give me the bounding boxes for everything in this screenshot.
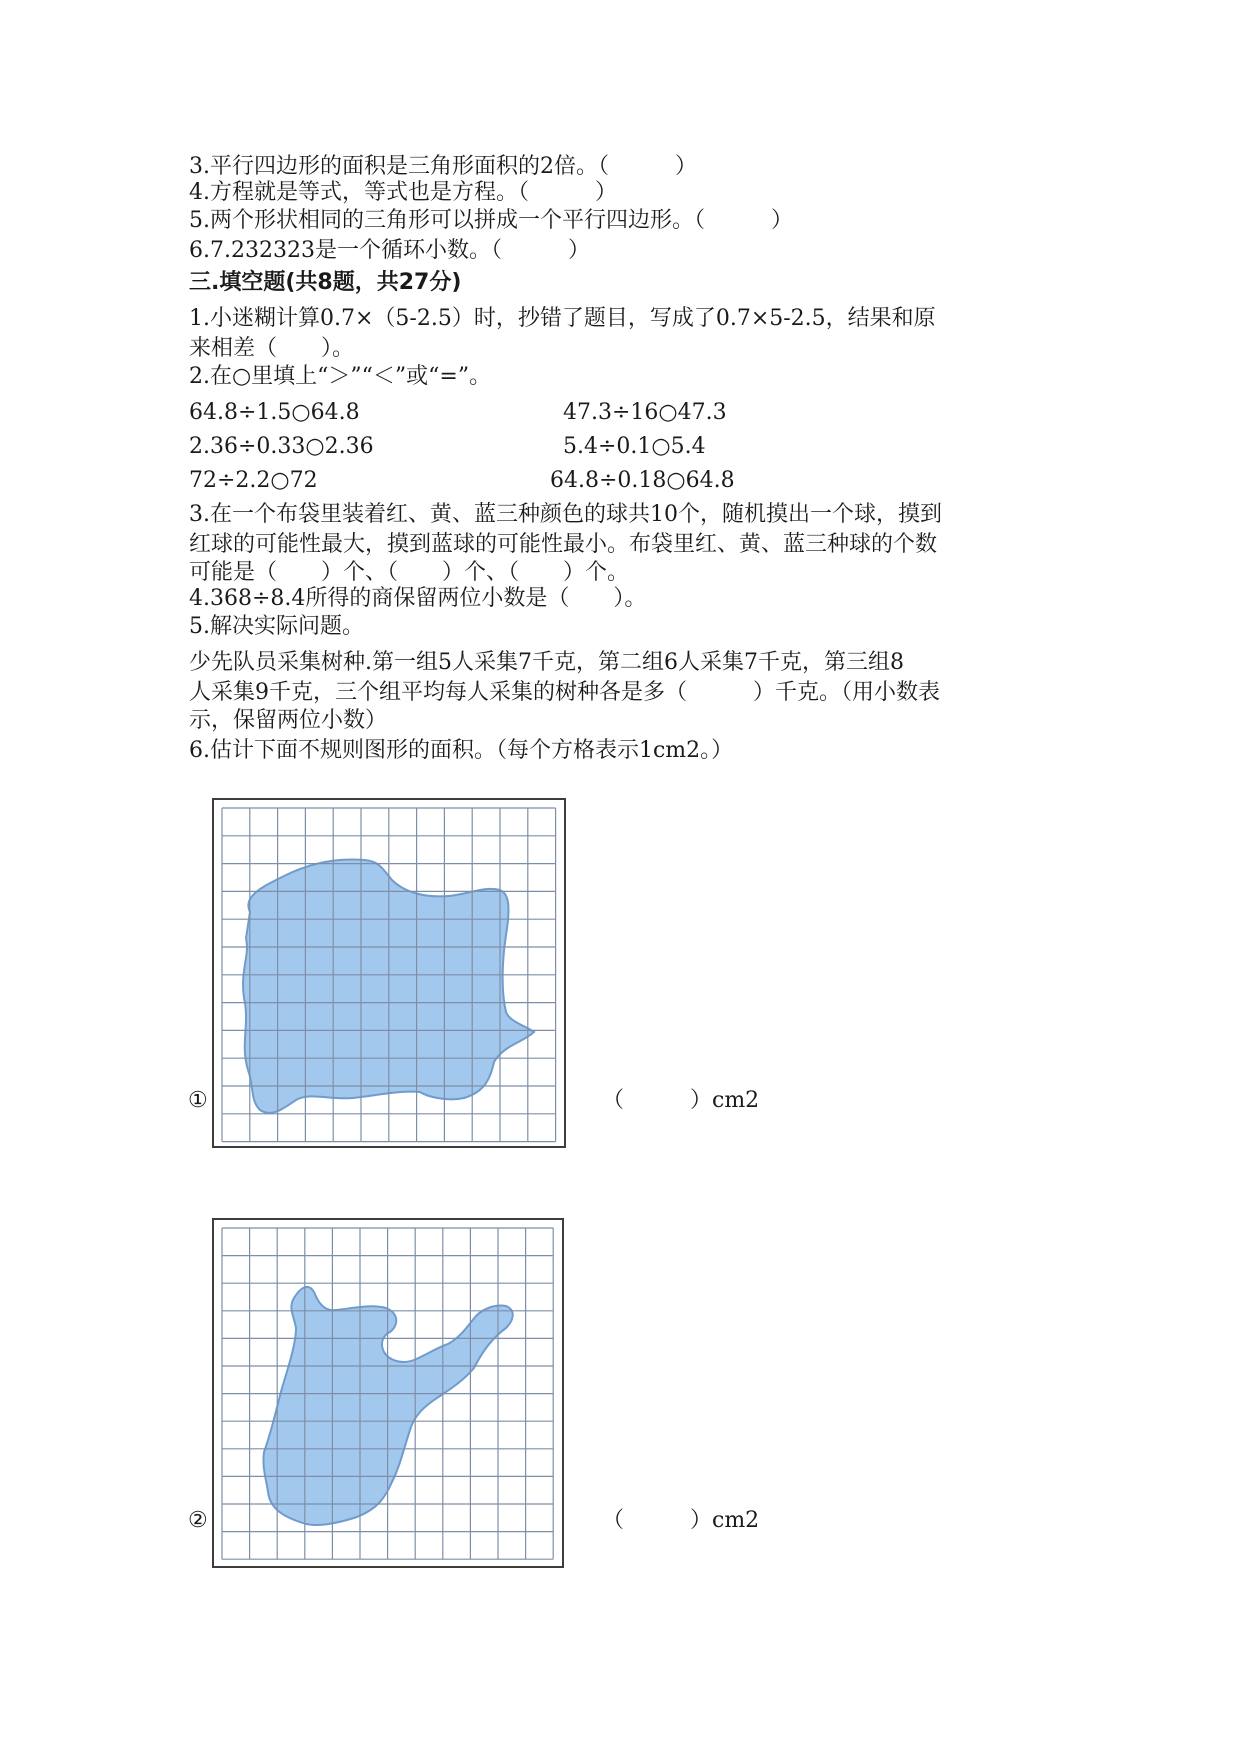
fill-q3-line3: 可能是（ ）个、（ ）个、（ ）个。 [189, 560, 630, 585]
section-heading-fill: 三.填空题(共8题，共27分) [189, 270, 462, 295]
fill-q5-line2: 人采集9千克，三个组平均每人采集的树种各是多（ ）千克。（用小数表 [189, 680, 940, 705]
fill-q5-line3: 示，保留两位小数） [189, 708, 388, 733]
answer-blank-2[interactable]: （ ）cm2 [602, 1508, 760, 1533]
fill-q3-line2: 红球的可能性最大，摸到蓝球的可能性最小。布袋里红、黄、蓝三种球的个数 [189, 532, 938, 557]
fill-q4: 4.368÷8.4所得的商保留两位小数是（ ）。 [189, 586, 647, 611]
judge-item-6: 6.7.232323是一个循环小数。（ ） [189, 238, 590, 263]
judge-item-5: 5.两个形状相同的三角形可以拼成一个平行四边形。（ ） [189, 208, 793, 233]
compare-item: 2.36÷0.33○2.36 [189, 434, 374, 459]
fill-q5-line1: 少先队员采集树种.第一组5人采集7千克，第二组6人采集7千克，第三组8 [189, 650, 904, 675]
grid-figure-2-svg [214, 1220, 562, 1566]
figure-marker-2: ② [188, 1508, 208, 1533]
grid-figure-1-svg [214, 800, 564, 1146]
compare-item: 5.4÷0.1○5.4 [563, 434, 706, 459]
compare-item: 47.3÷16○47.3 [563, 400, 727, 425]
grid-figure-1 [212, 798, 566, 1148]
grid-lines-2 [222, 1228, 553, 1559]
judge-item-3: 3.平行四边形的面积是三角形面积的2倍。（ ） [189, 154, 697, 179]
answer-blank-1[interactable]: （ ）cm2 [602, 1088, 760, 1113]
compare-item: 64.8÷0.18○64.8 [550, 468, 735, 493]
fill-q1-line2: 来相差（ ）。 [189, 336, 355, 361]
compare-item: 64.8÷1.5○64.8 [189, 400, 360, 425]
figure-marker-1: ① [188, 1088, 208, 1113]
grid-figure-2 [212, 1218, 564, 1568]
fill-q6-title: 6.估计下面不规则图形的面积。（每个方格表示1cm2。） [189, 738, 734, 763]
fill-q1-line1: 1.小迷糊计算0.7×（5-2.5）时，抄错了题目，写成了0.7×5-2.5，结果和原 [189, 306, 936, 331]
judge-item-4: 4.方程就是等式，等式也是方程。（ ） [189, 180, 617, 205]
fill-q5-title: 5.解决实际问题。 [189, 614, 364, 639]
compare-item: 72÷2.2○72 [189, 468, 318, 493]
fill-q2-title: 2.在○里填上“＞”“＜”或“=”。 [189, 364, 492, 389]
fill-q3-line1: 3.在一个布袋里装着红、黄、蓝三种颜色的球共10个，随机摸出一个球，摸到 [189, 502, 942, 527]
